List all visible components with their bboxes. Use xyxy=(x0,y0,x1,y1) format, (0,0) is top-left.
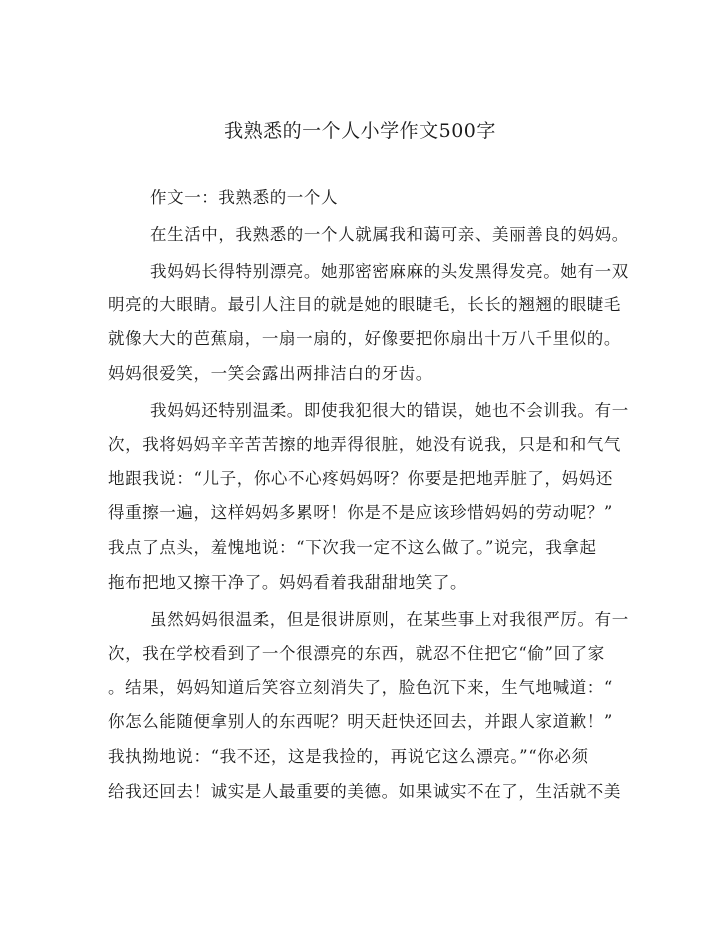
text-line: 得重擦一遍，这样妈妈多累呀！你是不是应该珍惜妈妈的劳动呢？” xyxy=(108,503,613,522)
text-line: 。结果，妈妈知道后笑容立刻消失了，脸色沉下来，生气地喊道：“ xyxy=(108,678,613,697)
text-line: 我点了点头，羞愧地说：“下次我一定不这么做了。”说完，我拿起 xyxy=(108,538,597,557)
text-line: 我妈妈还特别温柔。即使我犯很大的错误，她也不会训我。有一 xyxy=(150,401,629,420)
text-line: 在生活中，我熟悉的一个人就属我和蔼可亲、美丽善良的妈妈。 xyxy=(150,225,629,244)
text-line: 你怎么能随便拿别人的东西呢？明天赶快还回去，并跟人家道歉！” xyxy=(108,712,613,731)
text-line: 拖布把地又擦干净了。妈妈看着我甜甜地笑了。 xyxy=(108,573,468,592)
text-line: 就像大大的芭蕉扇，一扇一扇的，好像要把你扇出十万八千里似的。 xyxy=(108,329,621,348)
text-line: 妈妈很爱笑，一笑会露出两排洁白的牙齿。 xyxy=(108,364,433,383)
text-line: 地跟我说：“儿子，你心不心疼妈妈呀？你要是把地弄脏了，妈妈还 xyxy=(108,469,613,488)
text-line: 我妈妈长得特别漂亮。她那密密麻麻的头发黑得发亮。她有一双 xyxy=(150,262,629,281)
text-line: 次，我将妈妈辛辛苦苦擦的地弄得很脏，她没有说我，只是和和气气 xyxy=(108,435,621,454)
text-line: 次，我在学校看到了一个很漂亮的东西，就忍不住把它“偷”回了家 xyxy=(108,644,605,663)
text-line: 给我还回去！诚实是人最重要的美德。如果诚实不在了，生活就不美 xyxy=(108,782,621,801)
section-heading: 作文一：我熟悉的一个人 xyxy=(150,188,339,207)
text-line: 我执拗地说：“我不还，这是我捡的，再说它这么漂亮。”“你必须 xyxy=(108,747,589,766)
text-line: 明亮的大眼睛。最引人注目的就是她的眼睫毛，长长的翘翘的眼睫毛 xyxy=(108,295,621,314)
text-line: 虽然妈妈很温柔，但是很讲原则，在某些事上对我很严厉。有一 xyxy=(150,610,629,629)
document-title: 我熟悉的一个人小学作文500字 xyxy=(224,120,496,142)
